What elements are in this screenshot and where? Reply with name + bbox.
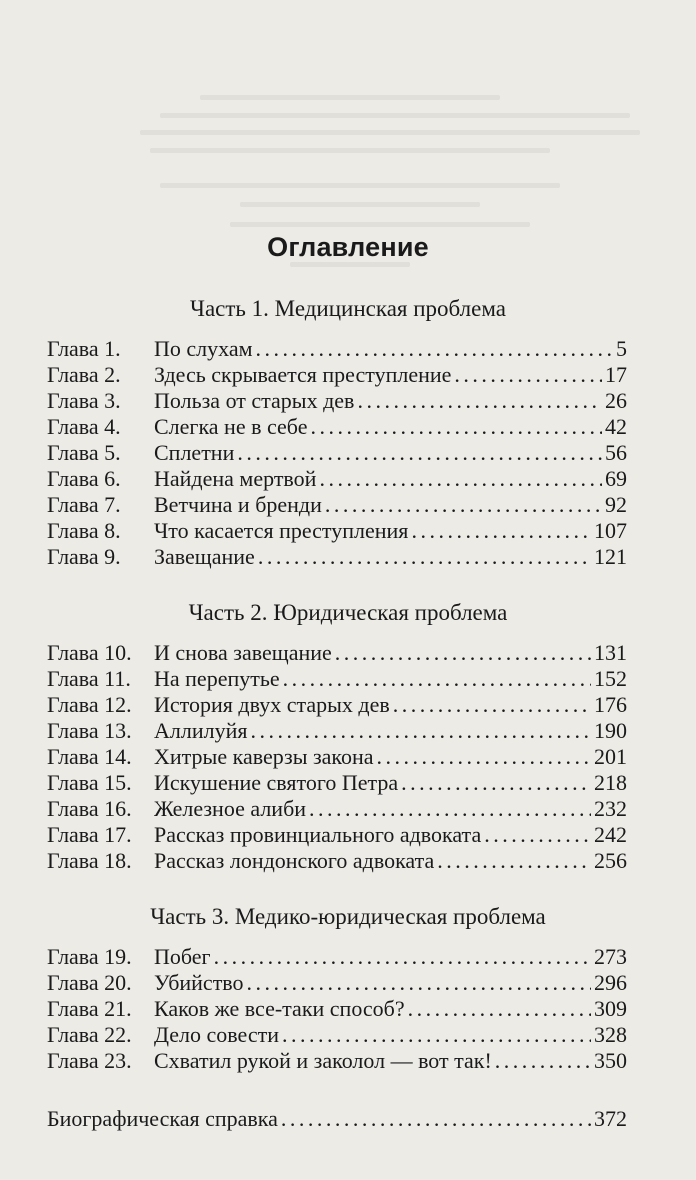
dot-leader	[256, 336, 613, 362]
page-number: 273	[594, 944, 627, 969]
chapter-label: Глава 1.	[47, 336, 121, 361]
chapter-title: Каков же все-таки способ?	[154, 996, 405, 1021]
chapter-label: Глава 17.	[47, 822, 132, 847]
chapter-title: Что касается преступления	[154, 518, 409, 543]
toc-entry[interactable]	[47, 640, 627, 666]
chapter-label: Глава 8.	[47, 518, 121, 543]
part-heading-1: Часть 1. Медицинская проблема	[190, 296, 506, 321]
chapter-title: Дело совести	[154, 1022, 280, 1047]
chapter-title: Аллилуйя	[154, 718, 248, 743]
toc-entry[interactable]	[47, 770, 627, 796]
toc-entry-appendix[interactable]	[47, 1106, 627, 1132]
page-number: 56	[605, 440, 627, 465]
page-number: 92	[605, 492, 627, 517]
dot-leader	[335, 640, 591, 666]
toc-entry[interactable]	[47, 388, 627, 414]
chapter-label: Глава 6.	[47, 466, 121, 491]
chapter-label: Глава 22.	[47, 1022, 132, 1047]
chapter-label: Глава 20.	[47, 970, 132, 995]
dot-leader	[258, 544, 591, 570]
dot-leader	[454, 362, 602, 388]
toc-entry[interactable]	[47, 944, 627, 970]
toc-entry[interactable]	[47, 796, 627, 822]
toc-entry[interactable]	[47, 518, 627, 544]
chapter-title: Искушение святого Петра	[154, 770, 399, 795]
dot-leader	[377, 744, 591, 770]
chapter-title: Завещание	[154, 544, 255, 569]
page-number: 26	[605, 388, 627, 413]
page-number: 176	[594, 692, 627, 717]
chapter-label: Глава 18.	[47, 848, 132, 873]
toc-entry[interactable]	[47, 666, 627, 692]
dot-leader	[251, 718, 592, 744]
dot-leader	[357, 388, 602, 414]
chapter-label: Глава 4.	[47, 414, 121, 439]
dot-leader	[309, 796, 591, 822]
chapter-label: Глава 15.	[47, 770, 132, 795]
dot-leader	[282, 1022, 591, 1048]
toc-entry[interactable]	[47, 996, 627, 1022]
page-number: 218	[594, 770, 627, 795]
toc-entry[interactable]	[47, 414, 627, 440]
page-number: 107	[594, 518, 627, 543]
chapter-label: Глава 10.	[47, 640, 132, 665]
toc-entry[interactable]	[47, 440, 627, 466]
dot-leader	[393, 692, 591, 718]
chapter-title: Схватил рукой и заколол — вот так!	[154, 1048, 492, 1073]
toc-entry[interactable]	[47, 1022, 627, 1048]
dot-leader	[495, 1048, 591, 1074]
page-number: 296	[594, 970, 627, 995]
page-number: 42	[605, 414, 627, 439]
chapter-label: Глава 23.	[47, 1048, 132, 1073]
toc-entry[interactable]	[47, 336, 627, 362]
chapter-title: История двух старых дев	[154, 692, 390, 717]
page-number: 328	[594, 1022, 627, 1047]
dot-leader	[281, 1106, 591, 1132]
toc-entry[interactable]	[47, 848, 627, 874]
page-number: 190	[594, 718, 627, 743]
page-number: 69	[605, 466, 627, 491]
chapter-title: Хитрые каверзы закона	[154, 744, 374, 769]
chapter-label: Глава 19.	[47, 944, 132, 969]
toc-entry[interactable]	[47, 692, 627, 718]
dot-leader	[408, 996, 591, 1022]
page-title: Оглавление	[267, 232, 429, 262]
chapter-label: Глава 9.	[47, 544, 121, 569]
chapter-title: Побег	[154, 944, 211, 969]
toc-entry[interactable]	[47, 492, 627, 518]
chapter-label: Глава 11.	[47, 666, 131, 691]
dot-leader	[401, 770, 591, 796]
toc-entry[interactable]	[47, 544, 627, 570]
page-number: 5	[616, 336, 627, 361]
chapter-label: Глава 13.	[47, 718, 132, 743]
chapter-title: Польза от старых дев	[154, 388, 355, 413]
dot-leader	[247, 970, 591, 996]
chapter-label: Глава 16.	[47, 796, 132, 821]
page-number: 232	[594, 796, 627, 821]
chapter-label: Глава 3.	[47, 388, 121, 413]
chapter-label: Глава 7.	[47, 492, 121, 517]
chapter-title: Сплетни	[154, 440, 235, 465]
page-number: 372	[594, 1106, 627, 1131]
page-number: 152	[594, 666, 627, 691]
dot-leader	[214, 944, 591, 970]
chapter-title: Рассказ лондонского адвоката	[154, 848, 435, 873]
toc-entry[interactable]	[47, 970, 627, 996]
page-number: 350	[594, 1048, 627, 1073]
page-number: 309	[594, 996, 627, 1021]
chapter-title: И снова завещание	[154, 640, 332, 665]
chapter-title: Ветчина и бренди	[154, 492, 322, 517]
chapter-title: Найдена мертвой	[154, 466, 317, 491]
chapter-label: Глава 5.	[47, 440, 121, 465]
dot-leader	[411, 518, 591, 544]
page-number: 201	[594, 744, 627, 769]
dot-leader	[283, 666, 591, 692]
page-number: 121	[594, 544, 627, 569]
chapter-label: Глава 21.	[47, 996, 132, 1021]
toc-entry[interactable]	[47, 744, 627, 770]
part-heading-2: Часть 2. Юридическая проблема	[188, 600, 508, 625]
chapter-label: Глава 2.	[47, 362, 121, 387]
dot-leader	[319, 466, 602, 492]
page-number: 242	[594, 822, 627, 847]
toc-entry[interactable]	[47, 822, 627, 848]
dot-leader	[484, 822, 591, 848]
part-heading-3: Часть 3. Медико-юридическая проблема	[150, 904, 546, 929]
page-number: 17	[605, 362, 627, 387]
toc-entry[interactable]	[47, 466, 627, 492]
chapter-label: Глава 12.	[47, 692, 132, 717]
chapter-title: Здесь скрывается преступление	[154, 362, 452, 387]
chapter-title: Рассказ провинциального адвоката	[154, 822, 482, 847]
chapter-label: Глава 14.	[47, 744, 132, 769]
page-number: 131	[594, 640, 627, 665]
chapter-title: Убийство	[154, 970, 244, 995]
toc-entry[interactable]	[47, 1048, 627, 1074]
toc-entry[interactable]	[47, 718, 627, 744]
chapter-title: Слегка не в себе	[154, 414, 308, 439]
page-number: 256	[594, 848, 627, 873]
chapter-title: На перепутье	[154, 666, 280, 691]
dot-leader	[325, 492, 602, 518]
chapter-title: Железное алиби	[154, 796, 307, 821]
dot-leader	[310, 414, 602, 440]
toc-entry[interactable]	[47, 362, 627, 388]
chapter-title: По слухам	[154, 336, 253, 361]
dot-leader	[437, 848, 591, 874]
appendix-title: Биографическая справка	[47, 1106, 278, 1131]
dot-leader	[237, 440, 602, 466]
